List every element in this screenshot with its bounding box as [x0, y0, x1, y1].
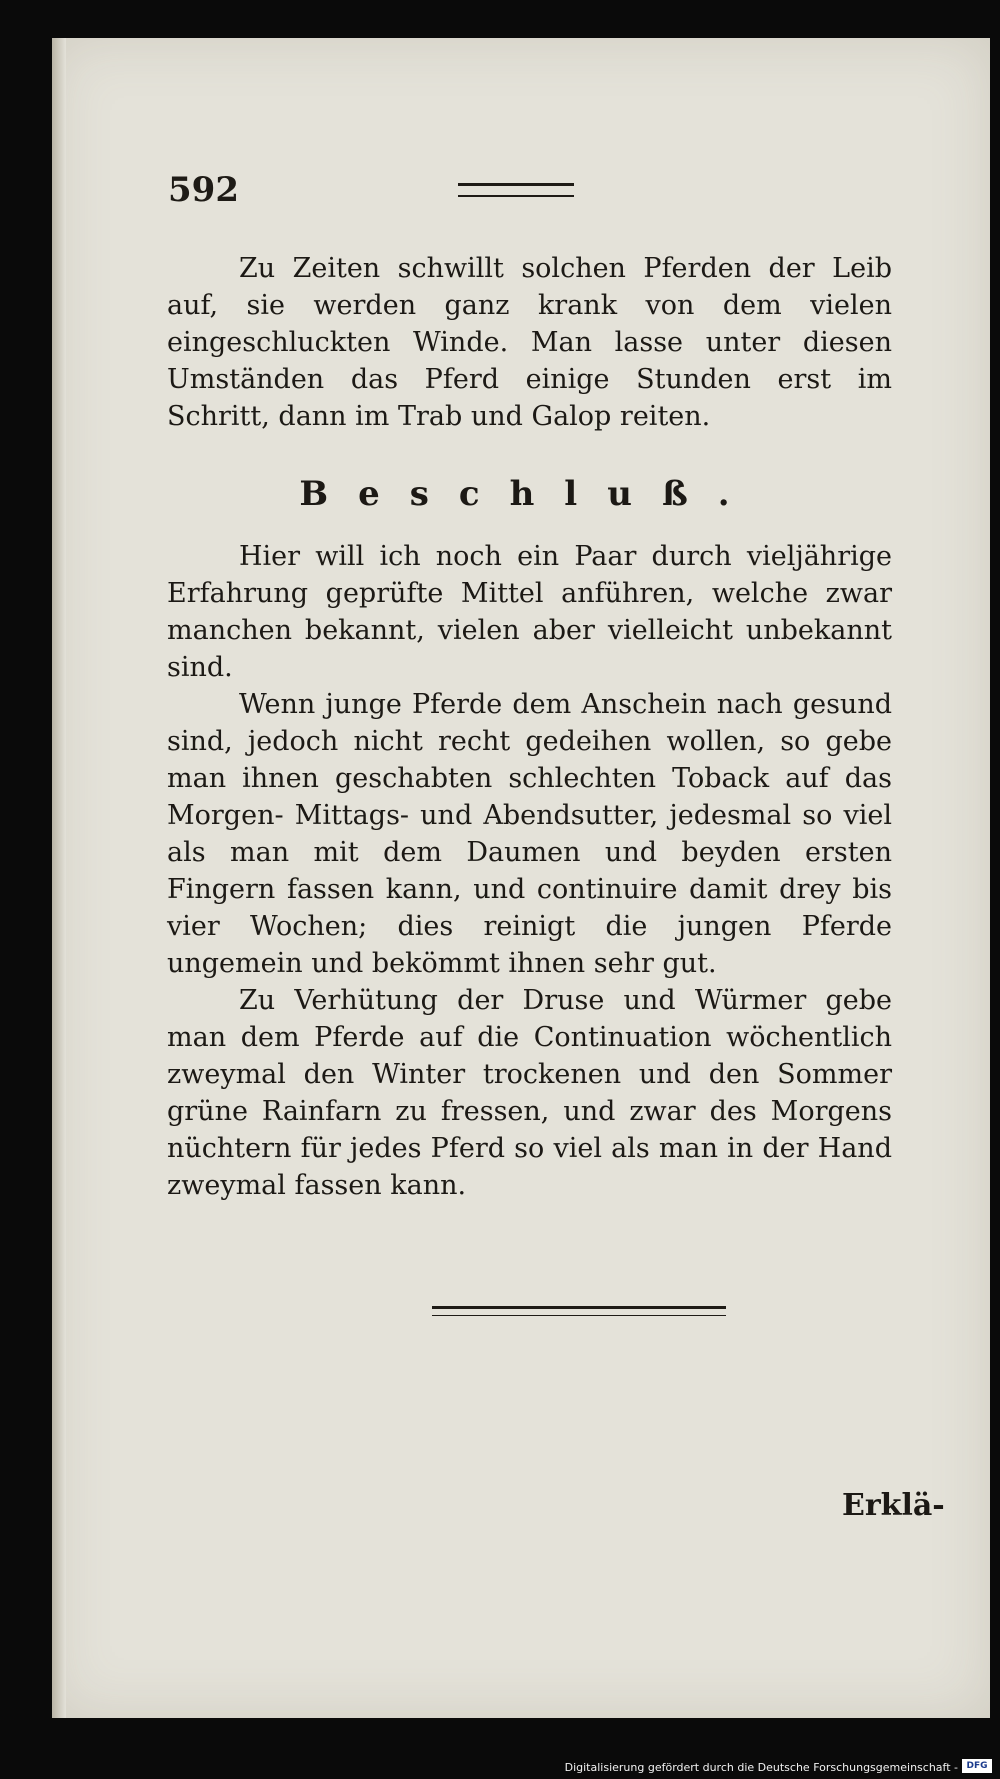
paragraph: Zu Verhütung der Druse und Würmer gebe man dem Pferde auf die Continuation wöchentlich zweymal den Winter trockenen und den Sommer grüne Rainfarn zu fressen, und zwar des Morgens nüchtern für jedes Pferd so viel als man in der Hand zweymal fassen kann. [167, 985, 892, 1201]
section-heading: Beschluß. [299, 474, 760, 514]
text-block-top [167, 250, 892, 435]
paragraph: Hier will ich noch ein Paar durch vieljährige Erfahrung geprüfte Mittel anführen, welche zwar manchen bekannt, vielen aber vielleicht unbekannt sind. [167, 541, 892, 683]
footer-bar [0, 1749, 1000, 1779]
paragraph: Wenn junge Pferde dem Anschein nach gesund sind, jedoch nicht recht gedeihen wollen, so gebe man ihnen geschabten schlechten Toback auf das Morgen- Mittags- und Abendsutter, jedesmal so viel als man mit dem Daumen und beyden ersten Fingern fassen kann, und continuire damit drey bis vier Wochen; dies reinigt die jungen Pferde ungemein und bekömmt ihnen sehr gut. [167, 689, 892, 979]
dfg-logo-icon: DFG [962, 1759, 992, 1773]
page-number: 592 [168, 170, 239, 210]
text-block-bottom [167, 538, 892, 1204]
header-rule [458, 183, 574, 197]
page-gutter-shadow [52, 38, 66, 1718]
closing-rule [432, 1306, 726, 1316]
catchword: Erklä- [842, 1488, 945, 1523]
digitization-credit: Digitalisierung gefördert durch die Deutsche Forschungsgemeinschaft - [564, 1761, 958, 1774]
paragraph: Zu Zeiten schwillt solchen Pferden der Leib auf, sie werden ganz krank von dem vielen eingeschluckten Winde. Man lasse unter diesen Umständen das Pferd einige Stunden erst im Schritt, dann im Trab und Galop reiten. [167, 253, 892, 432]
